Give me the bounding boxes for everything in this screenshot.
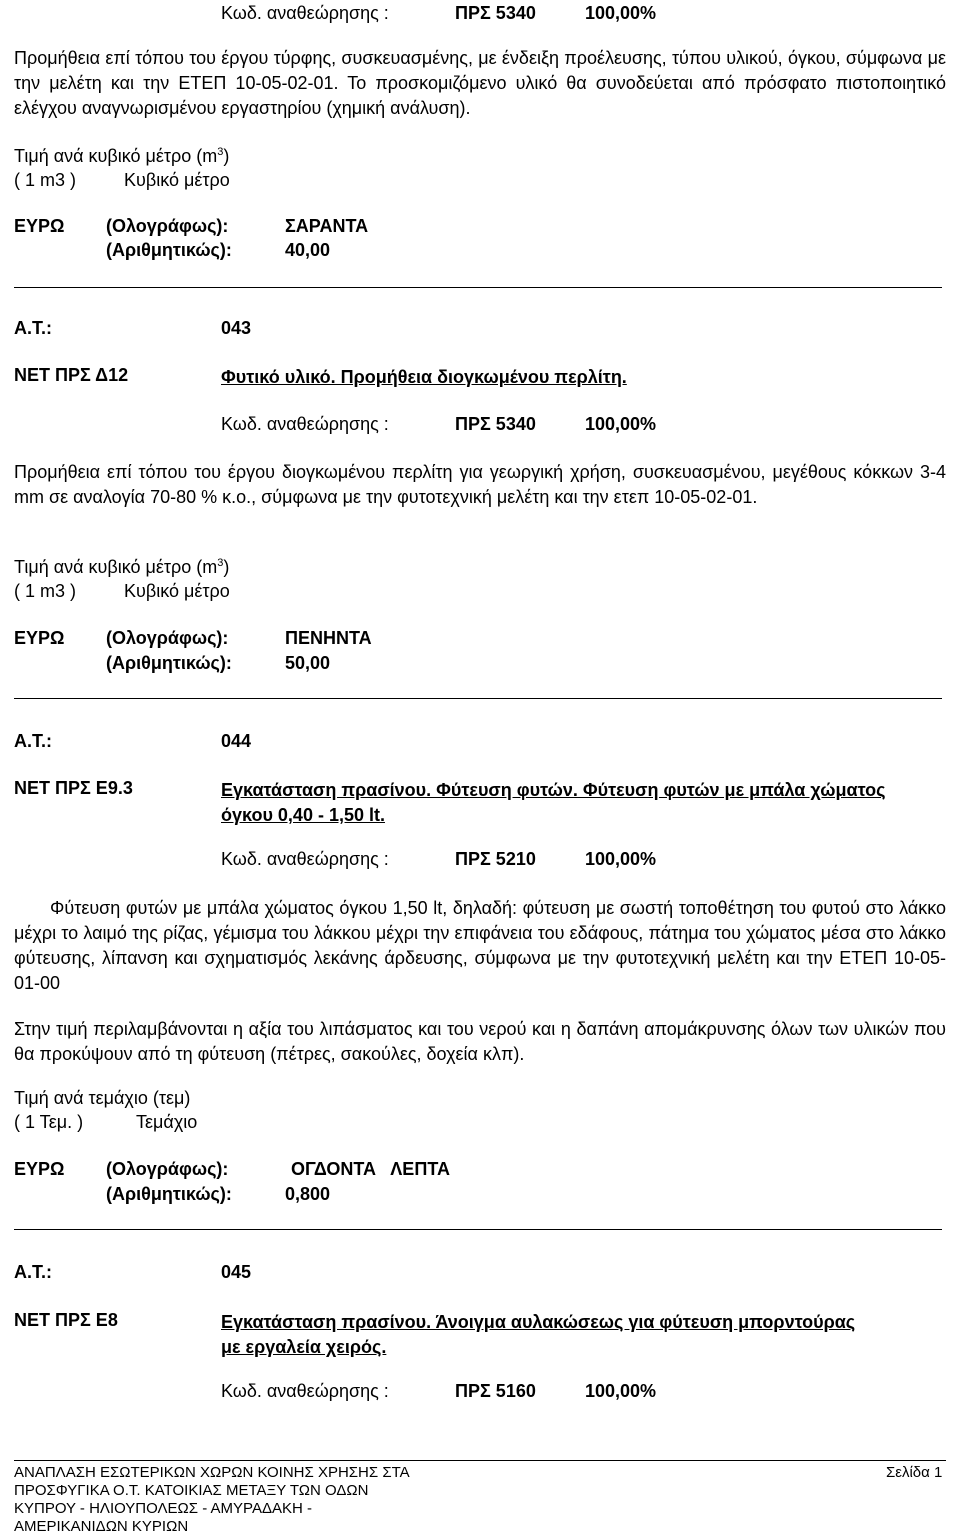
section-divider bbox=[14, 287, 942, 288]
revision-label: Κωδ. αναθεώρησης : bbox=[221, 849, 389, 869]
item-description: Φύτευση φυτών με μπάλα χώματος όγκου 1,50 lt, δηλαδή: φύτευση με σωστή τοποθέτηση του φυτού στο λάκκο μέχρι το λαιμό της ρίζας, γέμισμα του λάκκου μέχρι την επιφάνεια του εδάφους, πάτημα του χώματος μέσα στο λάκκο φύτευσης, λίπανση και σχηματισμός λεκάνης άρδευσης, σύμφωνα με την φυτοτεχνική μελέτη και την ΕΤΕΠ 10-05-01-00 bbox=[14, 898, 946, 993]
price-numeric: 50,00 bbox=[285, 653, 331, 673]
footer-project-line: ΚΥΠΡΟΥ - ΗΛΙΟΥΠΟΛΕΩΣ - ΑΜΥΡΑΔΑΚΗ - bbox=[14, 1500, 312, 1517]
item-description-extra: Στην τιμή περιλαμβάνονται η αξία του λιπάσματος και του νερού και η δαπάνη απομάκρυνσης όλων των υλικών που θα προκύψουν από τη φύτευση (πέτρες, σακούλες, δοχεία κλπ). bbox=[14, 1019, 946, 1064]
section-divider bbox=[14, 1229, 942, 1230]
words-label: (Ολογράφως): bbox=[106, 216, 229, 236]
unit-quantity: ( 1 m3 ) bbox=[14, 581, 77, 601]
item-description: Προμήθεια επί τόπου του έργου διογκωμένου περλίτη για γεωργική χρήση, συσκευασμένου, μεγέθους κόκκων 3-4 mm σε αναλογία 70-80 % κ.ο., σύμφωνα με την φυτοτεχνική μελέτη και την ετεπ 10-05-02-01. bbox=[14, 462, 946, 507]
footer-project-line: ΠΡΟΣΦΥΓΙΚΑ Ο.Τ. ΚΑΤΟΙΚΙΑΣ ΜΕΤΑΞΥ ΤΩΝ ΟΔΩΝ bbox=[14, 1482, 369, 1499]
revision-code: ΠΡΣ 5210 bbox=[455, 849, 536, 869]
currency-label: ΕΥΡΩ bbox=[14, 216, 65, 236]
price-in-words: ΟΓΔΟΝΤΑ ΛΕΠΤΑ bbox=[291, 1159, 450, 1179]
revision-label: Κωδ. αναθεώρησης : bbox=[221, 414, 389, 434]
revision-label: Κωδ. αναθεώρησης : bbox=[221, 1381, 389, 1401]
at-label: Α.Τ.: bbox=[14, 1262, 53, 1282]
net-code: ΝΕΤ ΠΡΣ Ε8 bbox=[14, 1310, 118, 1330]
page-number: Σελίδα 1 bbox=[886, 1464, 943, 1481]
words-label: (Ολογράφως): bbox=[106, 1159, 229, 1179]
revision-label: Κωδ. αναθεώρησης : bbox=[221, 3, 389, 23]
numeric-label: (Αριθμητικώς): bbox=[106, 240, 232, 260]
price-in-words: ΠΕΝΗΝΤΑ bbox=[285, 628, 372, 648]
price-label: Τιμή ανά τεμάχιο (τεμ) bbox=[14, 1088, 191, 1108]
footer-project-line: ΑΝΑΠΛΑΣΗ ΕΣΩΤΕΡΙΚΩΝ ΧΩΡΩΝ ΚΟΙΝΗΣ ΧΡΗΣΗΣ ΣΤΑ bbox=[14, 1464, 410, 1481]
revision-percent: 100,00% bbox=[585, 849, 657, 869]
item-title: Φυτικό υλικό. Προμήθεια διογκωμένου περλίτη. bbox=[221, 367, 627, 387]
currency-label: ΕΥΡΩ bbox=[14, 628, 65, 648]
unit-name: Κυβικό μέτρο bbox=[124, 581, 230, 601]
revision-code: ΠΡΣ 5340 bbox=[455, 414, 536, 434]
price-numeric: 0,800 bbox=[285, 1184, 331, 1204]
footer-project-title bbox=[14, 1464, 410, 1536]
at-number: 045 bbox=[221, 1262, 252, 1282]
words-label: (Ολογράφως): bbox=[106, 628, 229, 648]
footer-divider bbox=[14, 1460, 946, 1461]
revision-code: ΠΡΣ 5160 bbox=[455, 1381, 536, 1401]
unit-name: Τεμάχιο bbox=[136, 1112, 198, 1132]
revision-percent: 100,00% bbox=[585, 1381, 657, 1401]
price-numeric: 40,00 bbox=[285, 240, 331, 260]
item-description: Προμήθεια επί τόπου του έργου τύρφης, συσκευασμένης, με ένδειξη προέλευσης, τύπου υλικού, όγκου, σύμφωνα με την μελέτη και την ΕΤΕΠ 10-05-02-01. Το προσκομιζόμενο υλικό θα συνοδεύεται από πρόσφατο πιστοποιητικό ελέγχου αναγνωρισμένου εργαστηρίου (χημική ανάλυση). bbox=[14, 48, 946, 118]
numeric-label: (Αριθμητικώς): bbox=[106, 1184, 232, 1204]
numeric-label: (Αριθμητικώς): bbox=[106, 653, 232, 673]
price-label: Τιμή ανά κυβικό μέτρο $(m^3)$ bbox=[14, 146, 230, 166]
price-in-words: ΣΑΡΑΝΤΑ bbox=[285, 216, 369, 236]
currency-label: ΕΥΡΩ bbox=[14, 1159, 65, 1179]
item-title: Εγκατάσταση πρασίνου. Άνοιγμα αυλακώσεως για φύτευση μπορντούρας με εργαλεία χειρός. bbox=[221, 1312, 856, 1357]
unit-quantity: ( 1 Τεμ. ) bbox=[14, 1112, 84, 1132]
revision-percent: 100,00% bbox=[585, 3, 657, 23]
unit-quantity: ( 1 m3 ) bbox=[14, 170, 77, 190]
section-divider bbox=[14, 698, 942, 699]
net-code: ΝΕΤ ΠΡΣ Δ12 bbox=[14, 365, 129, 385]
unit-name: Κυβικό μέτρο bbox=[124, 170, 230, 190]
revision-code: ΠΡΣ 5340 bbox=[455, 3, 536, 23]
at-label: Α.Τ.: bbox=[14, 318, 53, 338]
footer-project-line: ΑΜΕΡΙΚΑΝΙΔΩΝ ΚΥΡΙΩΝ bbox=[14, 1518, 189, 1535]
at-number: 043 bbox=[221, 318, 252, 338]
at-number: 044 bbox=[221, 731, 252, 751]
item-title: Εγκατάσταση πρασίνου. Φύτευση φυτών. Φύτευση φυτών με μπάλα χώματος όγκου 0,40 - 1,50 lt. bbox=[221, 780, 886, 825]
revision-percent: 100,00% bbox=[585, 414, 657, 434]
net-code: ΝΕΤ ΠΡΣ Ε9.3 bbox=[14, 778, 133, 798]
at-label: Α.Τ.: bbox=[14, 731, 53, 751]
price-label: Τιμή ανά κυβικό μέτρο $(m^3)$ bbox=[14, 557, 230, 577]
